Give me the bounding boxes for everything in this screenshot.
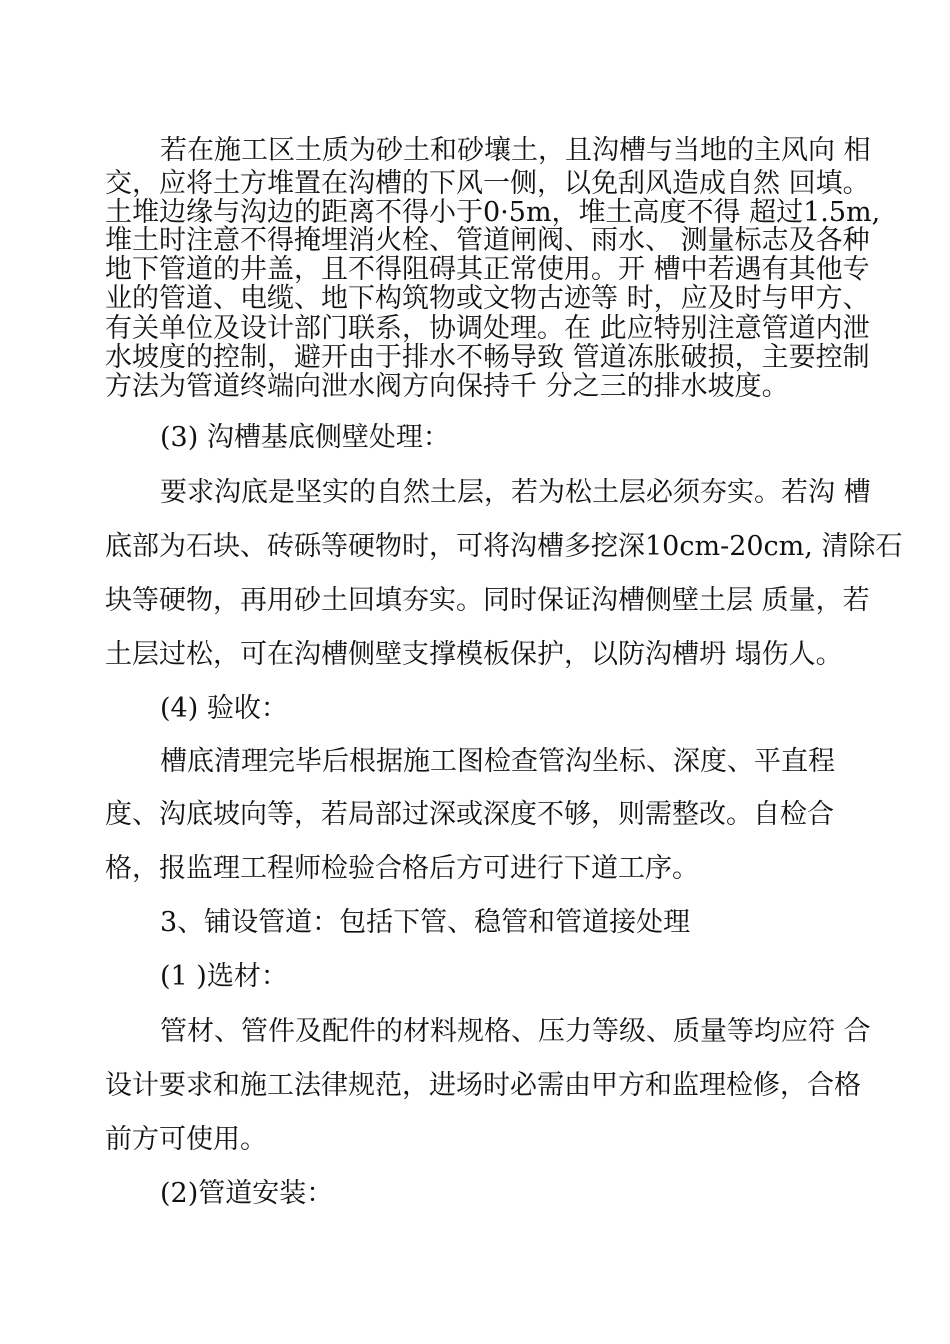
paragraph-3-line-2: 度、沟底坡向等，若局部过深或深度不够，则需整改。自检合 — [105, 799, 834, 830]
subheading-1: (1 )选材： — [160, 961, 288, 992]
paragraph-1-line-9: 方法为管道终端向泄水阀方向保持千 分之三的排水坡度。 — [105, 371, 789, 402]
paragraph-1-line-1: 若在施工区土质为砂土和砂壤土，且沟槽与当地的主风向 相 — [160, 135, 871, 166]
paragraph-4-line-3: 前方可使用。 — [105, 1124, 267, 1155]
heading-3: (3) 沟槽基底侧壁处理： — [160, 422, 450, 453]
paragraph-1-line-4: 堆土时注意不得掩埋消火栓、管道闸阀、雨水、 测量标志及各种 — [105, 225, 870, 256]
section-3-title: 3、铺设管道：包括下管、稳管和管道接处理 — [160, 907, 691, 938]
paragraph-3-line-1: 槽底清理完毕后根据施工图检查管沟坐标、深度、平直程 — [160, 746, 835, 777]
paragraph-4-line-2: 设计要求和施工法律规范，进场时必需由甲方和监理检修，合格 — [105, 1070, 861, 1101]
paragraph-4-line-1: 管材、管件及配件的材料规格、压力等级、质量等均应符 合 — [160, 1016, 871, 1047]
heading-4: (4) 验收： — [160, 693, 288, 724]
paragraph-1-line-3: 土堆边缘与沟边的距离不得小于0·5m，堆土高度不得 超过1.5m, — [105, 197, 881, 228]
paragraph-2-line-1: 要求沟底是坚实的自然土层，若为松土层必须夯实。若沟 槽 — [160, 477, 871, 508]
paragraph-3-line-3: 格，报监理工程师检验合格后方可进行下道工序。 — [105, 853, 699, 884]
paragraph-1-line-5: 地下管道的井盖，且不得阻碍其正常使用。开 槽中若遇有其他专 — [105, 254, 870, 285]
paragraph-1-line-7: 有关单位及设计部门联系，协调处理。在 此应特别注意管道内泄 — [105, 313, 870, 344]
paragraph-1-line-6: 业的管道、电缆、地下构筑物或文物古迹等 时，应及时与甲方、 — [105, 283, 870, 314]
paragraph-2-line-4: 土层过松，可在沟槽侧壁支撑模板保护，以防沟槽坍 塌伤人。 — [105, 639, 843, 670]
paragraph-2-line-3: 块等硬物，再用砂土回填夯实。同时保证沟槽侧壁土层 质量，若 — [105, 585, 870, 616]
subheading-2: (2)管道安装： — [160, 1178, 334, 1209]
paragraph-1-line-2: 交，应将土方堆置在沟槽的下风一侧，以免刮风造成自然 回填。 — [105, 168, 870, 199]
paragraph-1-line-8: 水坡度的控制，避开由于排水不畅导致 管道冻胀破损，主要控制 — [105, 342, 870, 373]
paragraph-2-line-2: 底部为石块、砖砾等硬物时，可将沟槽多挖深10cm-20cm, 清除石 — [105, 531, 903, 562]
